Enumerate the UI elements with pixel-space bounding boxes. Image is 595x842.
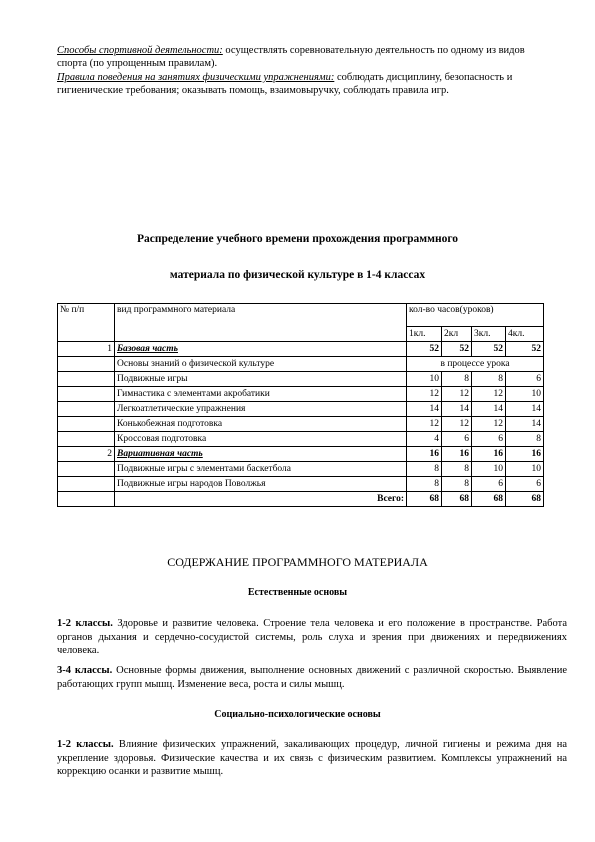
table-row [58, 357, 544, 372]
table-row [58, 462, 544, 477]
table-row [58, 387, 544, 402]
row-name: Подвижные игры народов Поволжья [115, 477, 407, 492]
header-num: № п/п [58, 304, 115, 342]
row-hours-grade-1: 12 [407, 417, 442, 432]
section2-grade-label-1: 1-2 классы. [57, 739, 114, 750]
section1-paragraph-2 [57, 664, 567, 691]
table-row [58, 417, 544, 432]
row-hours-grade-3: 6 [472, 432, 506, 447]
section1-text-1: Здоровье и развитие человека. Строение тела человека и его положение в пространстве. Работа органов дыхания и сердечно-сосудистой системы, роль слуха и зрения при движениях и передвижениях человека. [57, 618, 567, 656]
row-name: Легкоатлетические упражнения [115, 402, 407, 417]
row-number: 2 [58, 447, 115, 462]
row-hours-grade-1: 4 [407, 432, 442, 447]
row-hours-grade-4: 8 [506, 432, 544, 447]
header-grade-3: 3кл. [472, 327, 506, 342]
total-grade-3: 68 [472, 492, 506, 507]
section-heading-social: Социально-психологические основы [214, 709, 381, 720]
content-heading: СОДЕРЖАНИЕ ПРОГРАММНОГО МАТЕРИАЛА [167, 555, 428, 569]
row-hours-grade-2: 8 [442, 477, 472, 492]
row-hours-grade-2: 52 [442, 342, 472, 357]
row-span-note: в процессе урока [407, 357, 544, 372]
total-grade-2: 68 [442, 492, 472, 507]
row-name: Подвижные игры [115, 372, 407, 387]
section2-text-1: Влияние физических упражнений, закаливающих процедур, личной гигиены и режима дня на укрепление здоровья. Физические качества и их связь с физическим развитием. Комплексы упражнений на коррекцию осанки и развитие мышц. [57, 739, 567, 777]
row-hours-grade-1: 8 [407, 477, 442, 492]
table-row [58, 342, 544, 357]
row-hours-grade-2: 8 [442, 462, 472, 477]
header-grade-1: 1кл. [407, 327, 442, 342]
intro-label-2: Правила поведения на занятиях физическими упражнениями: [57, 72, 335, 83]
total-grade-1: 68 [407, 492, 442, 507]
row-number [58, 387, 115, 402]
section2-paragraph-1 [57, 738, 567, 779]
row-name: Вариативная часть [115, 447, 407, 462]
row-hours-grade-4: 10 [506, 387, 544, 402]
row-hours-grade-4: 14 [506, 417, 544, 432]
row-hours-grade-3: 8 [472, 372, 506, 387]
row-hours-grade-3: 16 [472, 447, 506, 462]
section-heading-natural: Естественные основы [247, 587, 348, 598]
intro-paragraph-1 [57, 44, 557, 70]
total-empty-cell [58, 492, 115, 507]
row-name: Гимнастика с элементами акробатики [115, 387, 407, 402]
section1-grade-label-2: 3-4 классы. [57, 665, 113, 676]
row-name: Базовая часть [115, 342, 407, 357]
row-hours-grade-2: 8 [442, 372, 472, 387]
row-number [58, 417, 115, 432]
row-hours-grade-1: 12 [407, 387, 442, 402]
row-number [58, 462, 115, 477]
header-kind: вид программного материала [115, 304, 407, 342]
row-hours-grade-2: 6 [442, 432, 472, 447]
header-grade-2: 2кл [442, 327, 472, 342]
row-name: Основы знаний о физической культуре [115, 357, 407, 372]
intro-text-1: осуществлять соревновательную деятельность по одному из видов спорта (по упрощенным правилам). [57, 45, 525, 69]
row-number [58, 402, 115, 417]
row-hours-grade-3: 12 [472, 417, 506, 432]
row-hours-grade-4: 6 [506, 372, 544, 387]
section1-text-2: Основные формы движения, выполнение основных движений с различной скоростью. Выявление работающих групп мышц. Изменение веса, роста и силы мышц. [57, 665, 567, 690]
row-hours-grade-4: 6 [506, 477, 544, 492]
intro-paragraph-2 [57, 71, 557, 97]
row-number [58, 477, 115, 492]
section1-grade-label-1: 1-2 классы. [57, 618, 113, 629]
row-hours-grade-1: 16 [407, 447, 442, 462]
row-hours-grade-3: 52 [472, 342, 506, 357]
row-hours-grade-1: 8 [407, 462, 442, 477]
intro-text-2: соблюдать дисциплину, безопасность и гигиенические требования; оказывать помощь, взаимовыручку, соблюдать правила игр. [57, 72, 513, 96]
row-hours-grade-4: 10 [506, 462, 544, 477]
intro-label-1: Способы спортивной деятельности: [57, 45, 223, 56]
row-hours-grade-2: 12 [442, 417, 472, 432]
row-hours-grade-4: 52 [506, 342, 544, 357]
total-label: Всего: [115, 492, 407, 507]
row-hours-grade-1: 14 [407, 402, 442, 417]
row-hours-grade-3: 14 [472, 402, 506, 417]
table-row [58, 477, 544, 492]
row-number [58, 357, 115, 372]
row-hours-grade-2: 14 [442, 402, 472, 417]
row-hours-grade-2: 16 [442, 447, 472, 462]
page-title-line-1: Распределение учебного времени прохождения программного [136, 233, 459, 245]
header-hours: кол-во часов(уроков) [407, 304, 544, 327]
row-number: 1 [58, 342, 115, 357]
row-hours-grade-1: 52 [407, 342, 442, 357]
row-hours-grade-3: 6 [472, 477, 506, 492]
table-row [58, 432, 544, 447]
header-grade-4: 4кл. [506, 327, 544, 342]
table-total-row [58, 492, 544, 507]
row-name: Кроссовая подготовка [115, 432, 407, 447]
page-title-line-2: материала по физической культуре в 1-4 классах [169, 269, 426, 281]
table-row [58, 402, 544, 417]
row-hours-grade-4: 16 [506, 447, 544, 462]
total-grade-4: 68 [506, 492, 544, 507]
table-row [58, 372, 544, 387]
row-name: Подвижные игры с элементами баскетбола [115, 462, 407, 477]
hours-table [57, 303, 544, 507]
table-row [58, 447, 544, 462]
row-number [58, 372, 115, 387]
row-hours-grade-3: 12 [472, 387, 506, 402]
row-hours-grade-4: 14 [506, 402, 544, 417]
row-hours-grade-1: 10 [407, 372, 442, 387]
row-name: Конькобежная подготовка [115, 417, 407, 432]
section1-paragraph-1 [57, 617, 567, 658]
row-hours-grade-3: 10 [472, 462, 506, 477]
row-hours-grade-2: 12 [442, 387, 472, 402]
row-number [58, 432, 115, 447]
